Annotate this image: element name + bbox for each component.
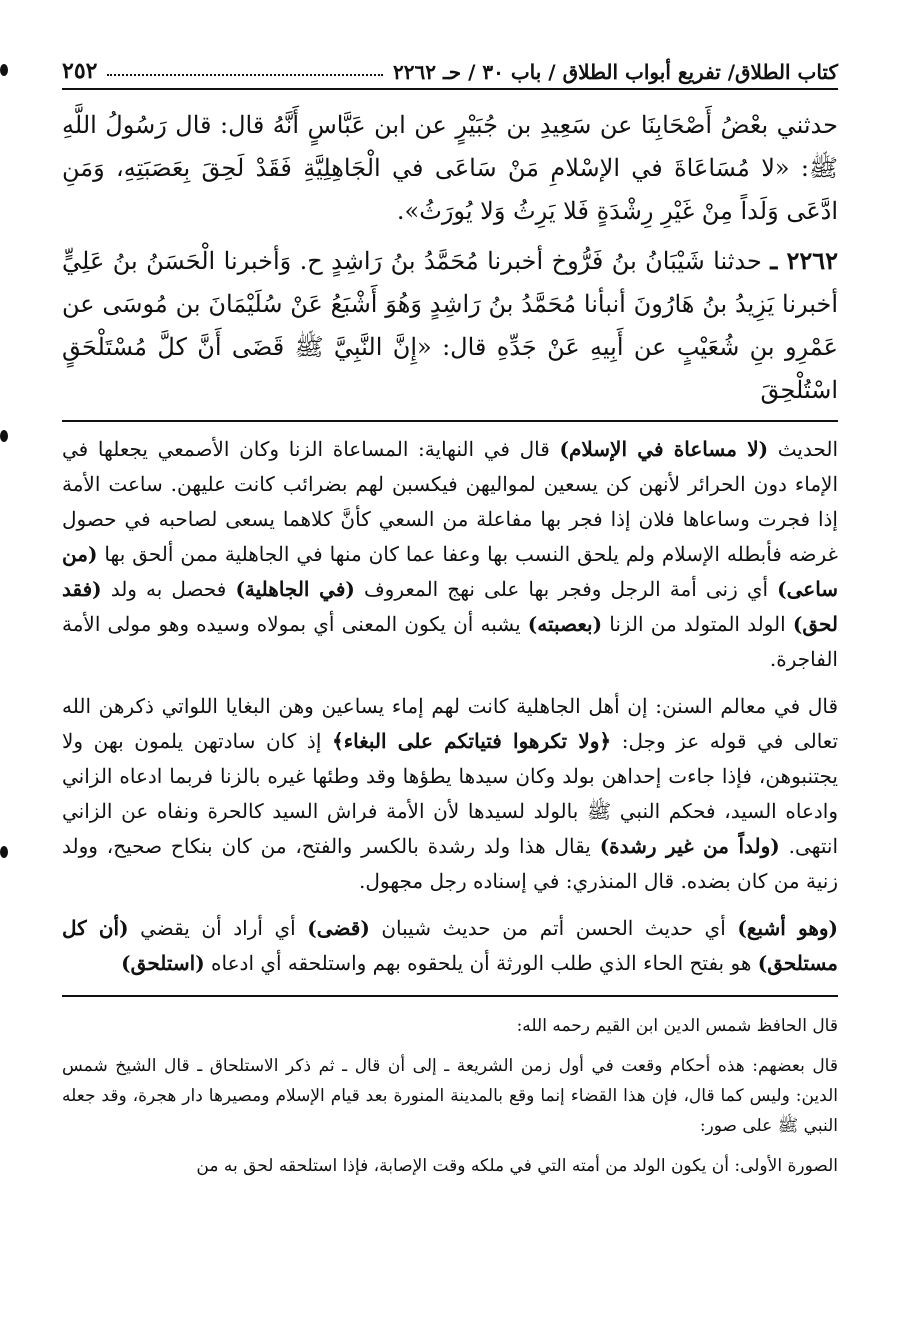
commentary xyxy=(62,432,838,981)
commentary-text: الحديث xyxy=(777,437,838,461)
commentary-keyword: (من ساعى) xyxy=(62,542,839,601)
quran-quote: ﴿ولا تكرهوا فتياتكم على البغاء﴾ xyxy=(332,729,612,753)
footnote-paragraph-1: قال الحافظ شمس الدين ابن القيم رحمه الله: xyxy=(516,1016,838,1036)
commentary-paragraph-2 xyxy=(62,689,838,899)
hadith-paragraph-1: حدثني بعْضُ أَصْحَابِنَا عن سَعِيدِ بن جُبَيْرٍ عن ابن عَبَّاسٍ أَنَّهُ قال: قال رَسُولُ اللَّهِ ﷺ: «لا مُسَاعَاةَ في الإسْلامِ مَنْ سَاعَى في الْجَاهِلِيَّةِ فَقَدْ لَحِقَ بِعَصَبَتِهِ، وَمَنِ ادَّعَى وَلَداً مِنْ غَيْرِ رِشْدَةٍ فَلا يَرِثُ وَلا يُورَثُ». xyxy=(62,111,838,225)
commentary-text: فحصل به ولد xyxy=(110,577,227,601)
commentary-paragraph-1 xyxy=(62,432,838,677)
commentary-text: أي زنى أمة الرجل وفجر بها على نهج المعروف xyxy=(363,577,769,601)
footnote-divider xyxy=(62,995,838,997)
commentary-text: قال في معالم السنن: إن أهل الجاهلية كانت لهم إماء يساعين وهن البغايا اللواتي ذكرهن الله تعالى في قوله عز وجل: xyxy=(62,694,839,753)
commentary-paragraph-3 xyxy=(62,911,838,981)
hadith-text xyxy=(62,104,838,412)
commentary-text: هو بفتح الحاء الذي طلب الورثة أن يلحقوه بهم واستلحقه أي ادعاه xyxy=(211,951,752,975)
running-title: كتاب الطلاق/ تفريع أبواب الطلاق / باب ٣٠ / حـ ٢٢٦٢ xyxy=(393,60,838,84)
commentary-keyword: (ولداً من غير رشدة) xyxy=(599,834,780,858)
page-number: ٢٥٢ xyxy=(62,58,98,84)
margin-mark-lower xyxy=(0,846,8,858)
header-leader-dots xyxy=(107,74,383,76)
commentary-keyword: (فقد لحق) xyxy=(62,577,839,636)
commentary-text: إذ كان سادتهن يلمون بهن ولا يجتنبوهن، فإذا جاءت إحداهن بولد وكان سيدها يطؤها وقد وطئها غيره بالزنا فربما ادعاه الزاني وادعاه السيد، فحكم النبي ﷺ بالولد لسيدها لأن الأمة فراش السيد كالحرة ونفاه عن الزاني انتهى. xyxy=(62,729,838,858)
main-divider xyxy=(62,420,838,422)
running-header xyxy=(62,50,838,90)
commentary-text: يشبه أن يكون المعنى أي بمولاه وسيده وهو مولى الأمة الفاجرة. xyxy=(62,612,838,671)
commentary-text: أي حديث الحسن أتم من حديث شيبان xyxy=(381,916,726,940)
commentary-keyword: (لا مساعاة في الإسلام) xyxy=(559,437,769,461)
footnote-paragraph-3: الصورة الأولى: أن يكون الولد من أمته التي في ملكه وقت الإصابة، فإذا استلحقه لحق به من xyxy=(196,1156,838,1176)
hadith-paragraph-2-text: حدثنا شَيْبَانُ بنُ فَرُّوخ أخبرنا مُحَمَّدُ بنُ رَاشِدٍ ح. وَأخبرنا الْحَسَنُ بنُ عَلِيٍّ أخبرنا يَزِيدُ بنُ هَارُونَ أنبأنا مُحَمَّدُ بنُ رَاشِدٍ وَهُوَ أَشْبَعُ عَنْ سُلَيْمَانَ بن مُوسَى عن عَمْرِو بنِ شُعَيْبٍ عن أَبِيهِ عَنْ جَدِّهِ قال: «إِنَّ النَّبِيَّ ﷺ قَضَى أَنَّ كلَّ مُسْتَلْحَقٍ اسْتُلْحِقَ xyxy=(62,247,838,404)
hadith-number: ٢٢٦٢ ـ xyxy=(770,246,838,275)
commentary-text: قال في النهاية: المساعاة الزنا وكان الأصمعي يجعلها في الإماء دون الحرائر لأنهن كن يسعين لمواليهن فيكسبن لهم بضرائب كانت عليهن. ساعت الأمة إذا فجرت وساعاها فلان إذا فجر بها مفاعلة من السعي كأنَّ كلاهما يسعى لصاحبه في حصول غرضه فأبطله الإسلام ولم يلحق النسب بها وعفا عما كان منها في الجاهلية ممن ألحق بها xyxy=(62,437,839,566)
footnotes xyxy=(62,1011,838,1181)
commentary-keyword: (أن كل مستلحق) xyxy=(62,916,838,975)
margin-mark-top xyxy=(0,64,8,76)
commentary-text: أي أراد أن يقضي xyxy=(140,916,296,940)
margin-mark-middle xyxy=(0,430,8,442)
commentary-keyword: (قضى) xyxy=(307,916,370,940)
commentary-keyword: (بعصبته) xyxy=(527,612,603,636)
hadith-paragraph-2 xyxy=(62,239,838,412)
commentary-text: يقال هذا ولد رشدة بالكسر والفتح، من كان بنكاح صحيح، وولد زنية من كان بضده. قال المنذري: في إسناده رجل مجهول. xyxy=(62,834,838,893)
commentary-keyword: (استلحق) xyxy=(121,951,205,975)
commentary-keyword: (وهو أشبع) xyxy=(737,916,838,940)
book-page xyxy=(62,50,838,1181)
commentary-text: الولد المتولد من الزنا xyxy=(609,612,786,636)
footnote-paragraph-2: قال بعضهم: هذه أحكام وقعت في أول زمن الشريعة ـ إلى أن قال ـ ثم ذكر الاستلحاق ـ قال الشيخ شمس الدين: وليس كما قال، فإن هذا القضاء إنما وقع بالمدينة المنورة بعد قيام الإسلام ومصيرها دار هجرة، وقد جعله النبي ﷺ على صور: xyxy=(62,1056,838,1136)
commentary-keyword: (في الجاهلية) xyxy=(235,577,355,601)
